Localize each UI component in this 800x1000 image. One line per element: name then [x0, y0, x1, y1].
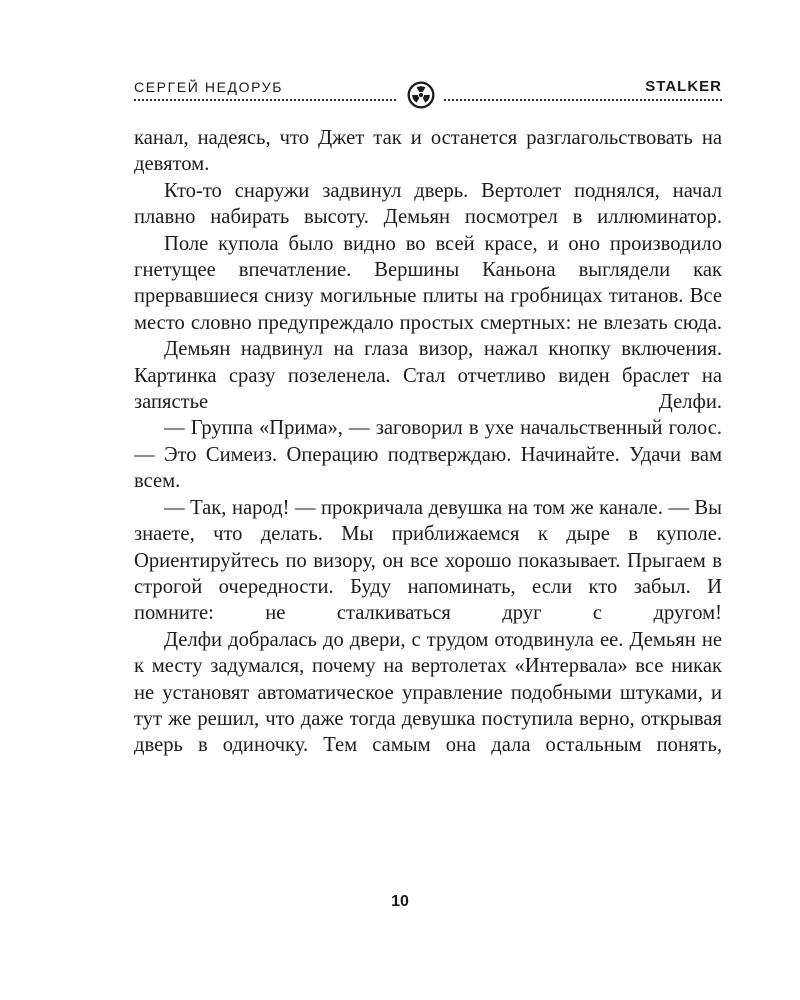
- body-text: [134, 125, 722, 759]
- header-dotted-rule-right: [444, 99, 722, 101]
- running-header: [134, 74, 722, 108]
- header-series-title: STALKER: [645, 78, 722, 95]
- paragraph: — Так, народ! — прокричала девушка на том же канале. — Вы знаете, что делать. Мы приближаемся к дыре в куполе. Ориентируйтесь по визору, он все хорошо показывает. Прыгаем в строгой очередности. Буду напоминать, если кто забыл. И помните: не сталкиваться друг с другом!: [134, 496, 722, 625]
- paragraph: Поле купола было видно во всей красе, и оно производило гнетущее впечатление. Вершины Каньона выглядели как прервавшиеся снизу могильные плиты на гробницах титанов. Все место словно предупреждало простых смертных: не влезать сюда.: [134, 232, 722, 334]
- paragraph: Кто-то снаружи задвинул дверь. Вертолет поднялся, начал плавно набирать высоту. Демьян посмотрел в иллюминатор.: [134, 179, 722, 229]
- header-dotted-rule-left: [134, 99, 396, 101]
- header-author: СЕРГЕЙ НЕДОРУБ: [134, 79, 283, 95]
- paragraph: Демьян надвинул на глаза визор, нажал кнопку включения. Картинка сразу позеленела. Стал отчетливо виден браслет на запястье Делфи.: [134, 338, 722, 414]
- paragraph: — Группа «Прима», — заговорил в ухе начальственный голос. — Это Симеиз. Операцию подтверждаю. Начинайте. Удачи вам всем.: [134, 417, 722, 493]
- paragraph: канал, надеясь, что Джет так и останется разглагольствовать на девятом.: [134, 127, 722, 176]
- page-number: 10: [391, 893, 409, 910]
- radiation-hazard-icon: [406, 80, 436, 110]
- paragraph: Делфи добралась до двери, с трудом отодвинула ее. Демьян не к месту задумался, почему на вертолетах «Интервала» все никак не установят автоматическое управление подобными штуками, и тут же решил, что даже тогда девушка поступила верно, открывая дверь в одиночку. Тем самым она дала остальным понять,: [134, 628, 722, 757]
